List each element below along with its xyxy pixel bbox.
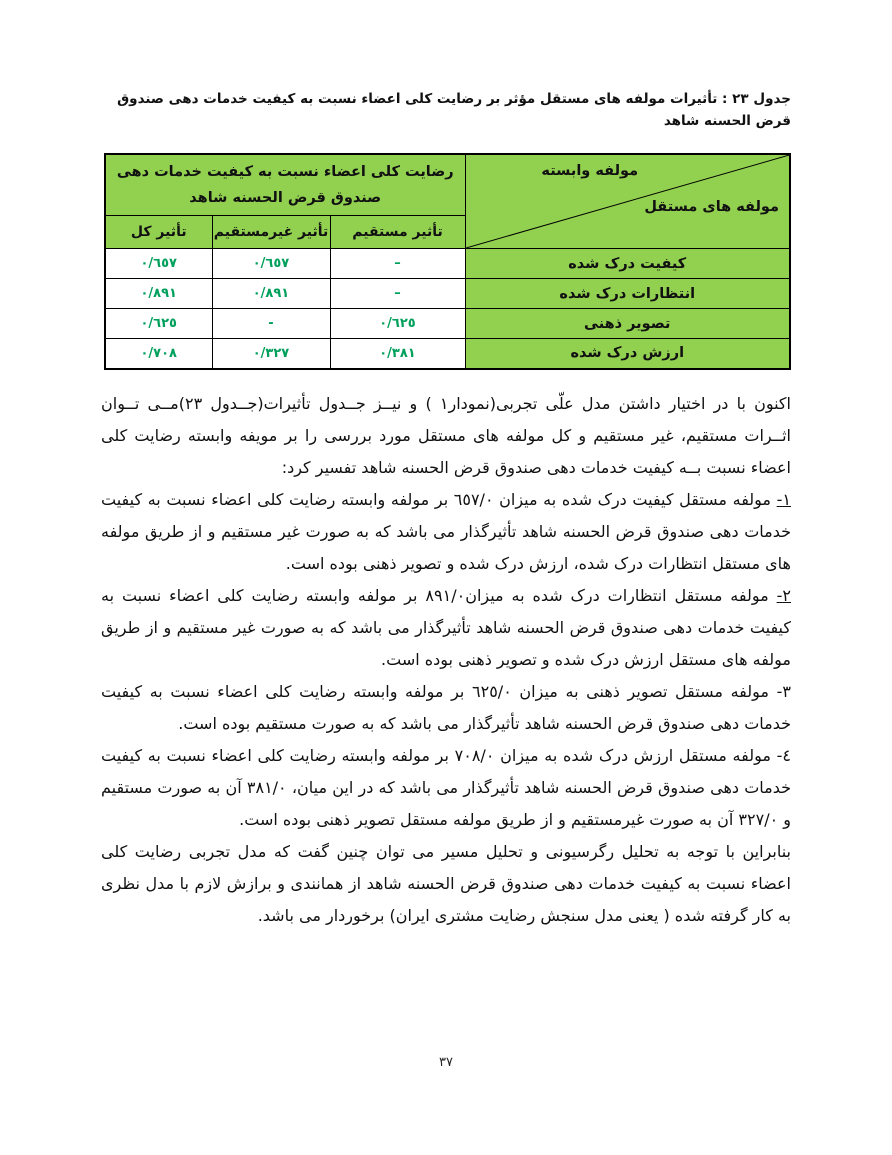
conclusion-paragraph — [101, 836, 791, 932]
list-item — [101, 580, 791, 676]
table-header-row-top — [105, 154, 790, 216]
header-cell-total-effect: تأثیر کل — [105, 216, 212, 249]
value-cell: ٠/٨٩١ — [105, 279, 212, 309]
dependent-component-label: مولفه وابسته — [541, 163, 639, 179]
intro-text: اکنون با در اختیار داشتن مدل علّی تجربی(نمودار١ ) و نیــز جــدول تأثیرات(جــدول ٢٣)مــی تــوان اثــرات مستقیم، غیر مستقیم و کل مولفه های مستقل مورد بررسی را بر مویفه وابسته رضایت کلی اعضاء نسبت بــه کیفیت خدمات دهی صندوق قرض الحسنه شاهد تفسیر کرد: — [101, 393, 791, 477]
item-1-marker: ١- — [776, 489, 792, 509]
header-cell-indirect-effect: تأثیر غیرمستقیم — [212, 216, 330, 249]
value-cell: ٠/٦٢٥ — [105, 309, 212, 339]
body-text — [101, 388, 791, 932]
row-label-mental-image: تصویر ذهنی — [465, 309, 790, 339]
value-cell: ٠/٣٢٧ — [212, 339, 330, 369]
list-item — [101, 676, 791, 740]
satisfaction-header-cell: رضایت کلی اعضاء نسبت به کیفیت خدمات دهی صندوق قرض الحسنه شاهد — [105, 154, 465, 216]
value-cell: – — [330, 279, 465, 309]
value-cell: - — [212, 309, 330, 339]
row-label-perceived-expectations: انتظارات درک شده — [465, 279, 790, 309]
value-cell: ٠/٨٩١ — [212, 279, 330, 309]
page-number: ٣٧ — [439, 1055, 453, 1070]
table-row — [105, 309, 790, 339]
item-2-text: مولفه مستقل انتظارات درک شده به میزان٨٩١/٠ بر مولفه وابسته رضایت کلی اعضاء نسبت به کیفیت خدمات دهی صندوق قرض الحسنه شاهد تأثیرگذار می باشد که به صورت غیر مستقیم و از طریق مولفه های مستقل ارزش درک شده و تصویر ذهنی بوده است. — [101, 585, 791, 669]
item-3-text: مولفه مستقل تصویر ذهنی به میزان ٦٢٥/٠ بر مولفه وابسته رضایت کلی اعضاء نسبت به کیفیت خدمات دهی صندوق قرض الحسنه شاهد تأثیرگذار می باشد که به صورت مستقیم بوده است. — [101, 681, 791, 733]
page-content — [101, 88, 791, 932]
item-1-text: مولفه مستقل کیفیت درک شده به میزان ٦٥٧/٠ بر مولفه وابسته رضایت کلی اعضاء نسبت به کیفیت خدمات دهی صندوق قرض الحسنه شاهد تأثیرگذار می باشد که به صورت غیر مستقیم و از طریق مولفه های مستقل انتظارات درک شده، ارزش درک شده و تصویر ذهنی بوده است. — [101, 489, 791, 573]
diagonal-header-cell — [465, 154, 790, 249]
table-row — [105, 249, 790, 279]
value-cell: ٠/٦٢٥ — [330, 309, 465, 339]
table-caption: جدول ٢٣ : تأثیرات مولفه های مستقل مؤثر بر رضایت کلی اعضاء نسبت به کیفیت خدمات دهی صندوق قرض الحسنه شاهد — [117, 91, 791, 129]
item-4-marker: ٤- — [776, 745, 792, 765]
table-row — [105, 279, 790, 309]
item-2-marker: ٢- — [776, 585, 791, 605]
value-cell: ٠/٦٥٧ — [212, 249, 330, 279]
list-item — [101, 740, 791, 836]
independent-components-label: مولفه های مستقل — [644, 199, 779, 215]
value-cell: ٠/٦٥٧ — [105, 249, 212, 279]
row-label-perceived-quality: کیفیت درک شده — [465, 249, 790, 279]
intro-paragraph — [101, 388, 791, 484]
list-item — [101, 484, 791, 580]
value-cell: ٠/٧٠٨ — [105, 339, 212, 369]
table-row — [105, 339, 790, 369]
effects-table — [104, 153, 791, 370]
row-label-perceived-value: ارزش درک شده — [465, 339, 790, 369]
item-3-marker: ٣- — [776, 681, 791, 701]
header-cell-direct-effect: تأثیر مستقیم — [330, 216, 465, 249]
conclusion-text: بنابراین با توجه به تحلیل رگرسیونی و تحلیل مسیر می توان چنین گفت که مدل تجربی رضایت کلی اعضاء نسبت به کیفیت خدمات دهی صندوق قرض الحسنه شاهد از همانندی و برازش لازم با مدل نظری به کار گرفته شده ( یعنی مدل سنجش رضایت مشتری ایران) برخوردار می باشد. — [101, 841, 791, 925]
value-cell: ٠/٣٨١ — [330, 339, 465, 369]
value-cell: – — [330, 249, 465, 279]
item-4-text: مولفه مستقل ارزش درک شده به میزان ٧٠٨/٠ بر مولفه وابسته رضایت کلی اعضاء نسبت به کیفیت خدمات دهی صندوق قرض الحسنه شاهد تأثیرگذار می باشد که در این میان، ٣٨١/٠ آن به صورت مستقیم و ٣٢٧/٠ آن به صورت غیرمستقیم و از طریق مولفه مستقل تصویر ذهنی بوده است. — [101, 745, 791, 829]
